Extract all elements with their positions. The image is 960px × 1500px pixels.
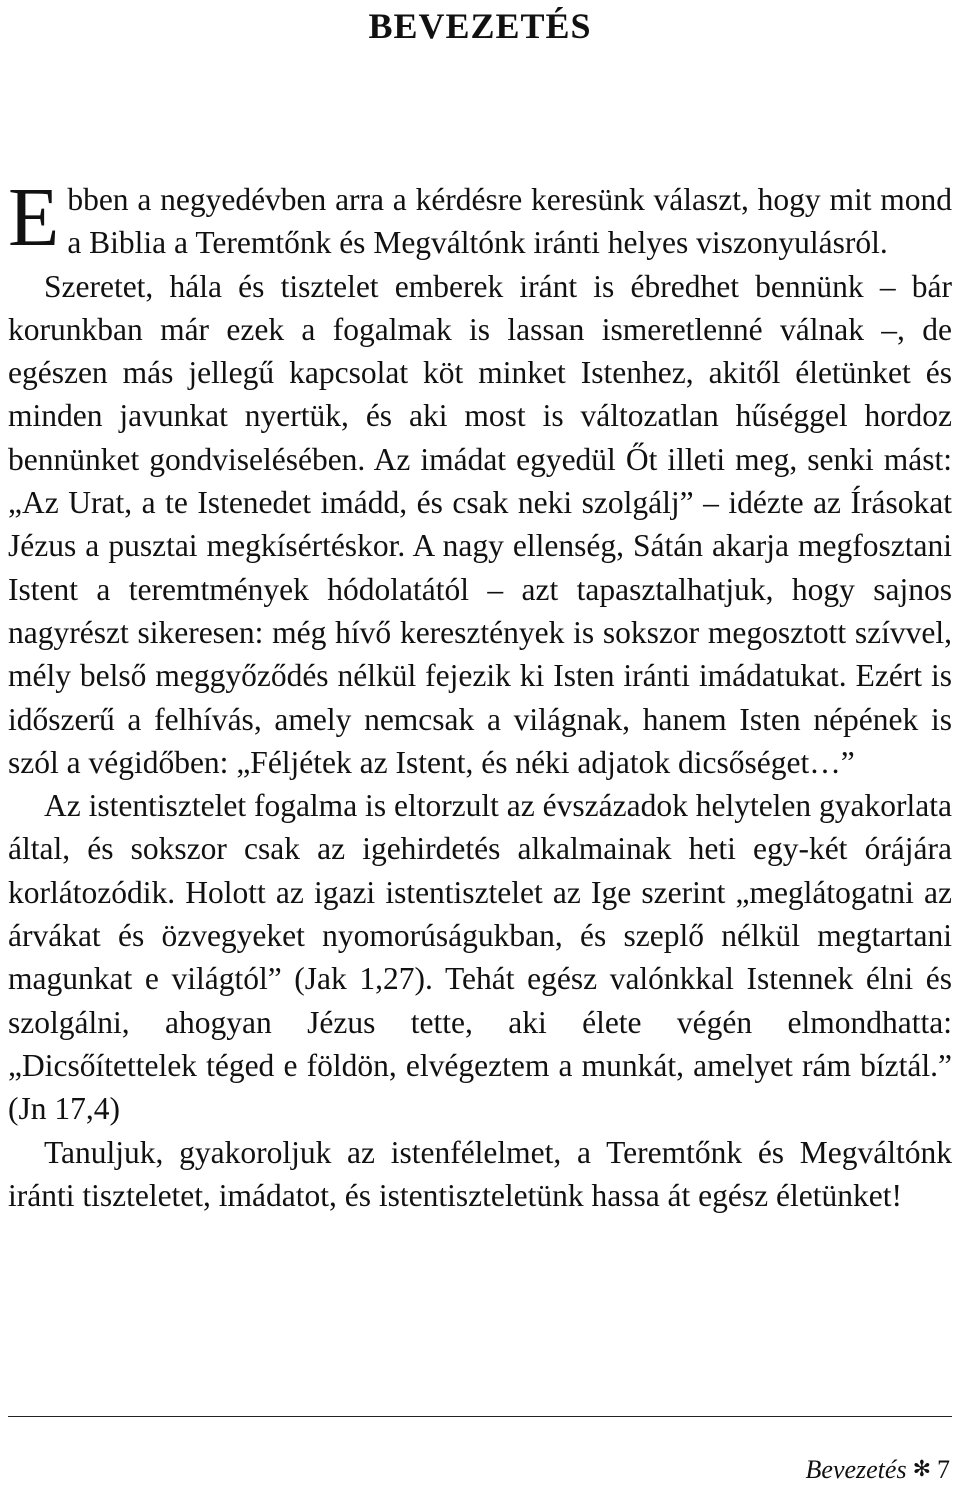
paragraph-1-text: bben a negyedévben arra a kérdésre keresünk választ, hogy mit mond a Biblia a Teremtőnk és Megváltónk iránti helyes viszonyulásról.: [67, 182, 952, 261]
paragraph-3: Az istentisztelet fogalma is eltorzult az évszázadok helytelen gyakorlata által, és sokszor csak az igehirdetés alkalmainak heti egy-két órájára korlátozódik. Holott az igazi istentisztelet az Ige szerint „meglátogatni az árvákat és özvegyeket nyomorúságukban, és szeplő nélkül megtartani magunkat e világtól” (Jak 1,27). Tehát egész valónkkal Istennek élni és szolgálni, ahogyan Jézus tette, aki élete végén elmondhatta: „Dicsőítettelek téged e földön, elvégeztem a munkát, amelyet rám bíztál.” (Jn 17,4): [8, 788, 952, 1127]
paragraph-1: [8, 171, 952, 265]
drop-cap: E: [8, 171, 60, 264]
footer-divider: [8, 1416, 952, 1417]
page-footer: [806, 1454, 950, 1487]
paragraph-4: Tanuljuk, gyakoroljuk az istenfélelmet, a Teremtőnk és Megváltónk iránti tiszteletet, imádatot, és istentiszteletünk hassa át egész életünket!: [8, 1134, 952, 1213]
body-text: [8, 171, 952, 1217]
page-title: BEVEZETÉS: [368, 6, 592, 46]
asterisk-separator-icon: ✻: [912, 1456, 931, 1481]
paragraph-2: Szeretet, hála és tisztelet emberek iránt is ébredhet bennünk – bár korunkban már ezek a fogalmak is lassan ismeretlenné válnak –, de egészen más jellegű kapcsolat köt minket Istenhez, akitől életünket és minden javunkat nyertük, és aki most is változatlan hűséggel hordoz bennünket gondviselésében. Az imádat egyedül Őt illeti meg, senki mást: „Az Urat, a te Istenedet imádd, és csak neki szolgálj” – idézte az Írásokat Jézus a pusztai megkísértéskor. A nagy ellenség, Sátán akarja megfosztani Istent a teremtmények hódolatától – azt tapasztalhatjuk, hogy sajnos nagyrészt sikeresen: még hívő keresztények is sokszor megosztott szívvel, mély belső meggyőződés nélkül fejezik ki Isten iránti imádatukat. Ezért is időszerű a felhívás, amely nemcsak a világnak, hanem Isten népének is szól a végidőben: „Féljétek az Istent, és néki adjatok dicsőséget…”: [8, 268, 952, 780]
footer-section-name: Bevezetés: [805, 1455, 907, 1484]
page-number: 7: [937, 1455, 950, 1484]
